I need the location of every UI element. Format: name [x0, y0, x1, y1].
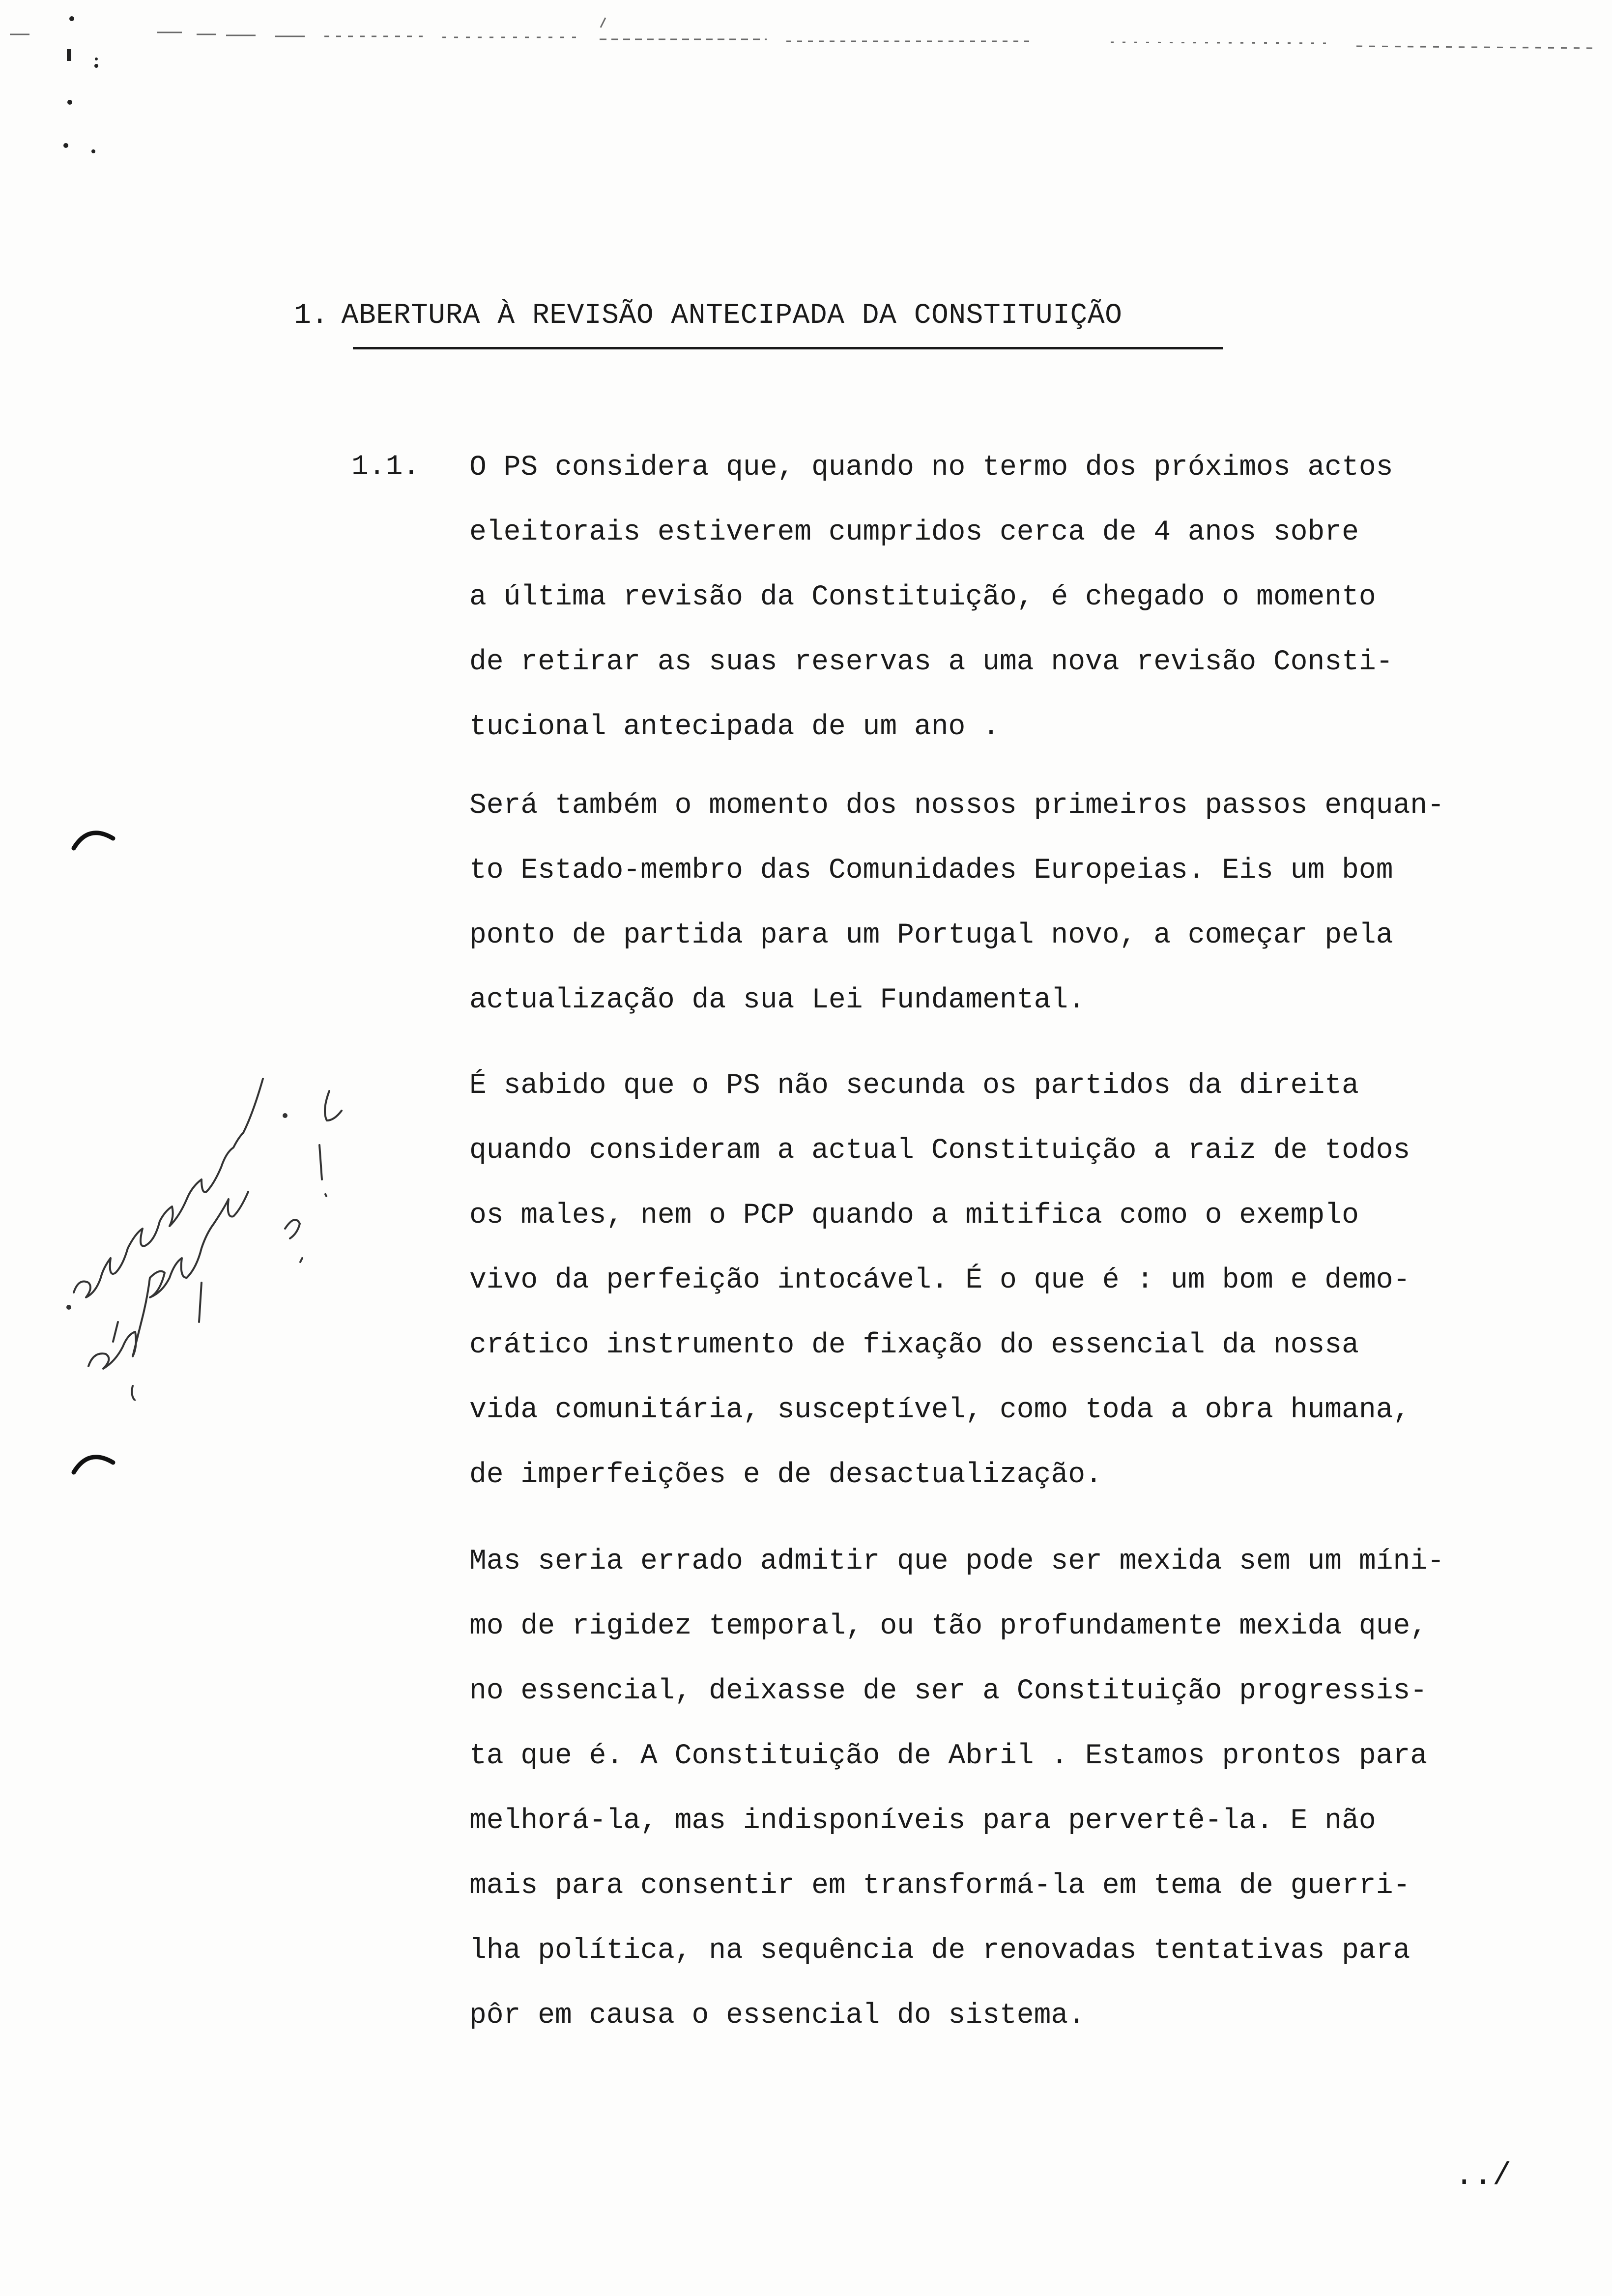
paragraph-line: eleitorais estiverem cumpridos cerca de 4 anos sobre	[469, 517, 1359, 548]
punch-hole-mark	[69, 1448, 118, 1477]
paragraph-line: de imperfeições e de desactualização.	[469, 1459, 1102, 1491]
handwritten-margin-note	[54, 1047, 359, 1401]
paragraph-line: mo de rigidez temporal, ou tão profundamente mexida que,	[469, 1610, 1428, 1642]
paragraph-line: to Estado-membro das Comunidades Europeias. Eis um bom	[469, 855, 1393, 887]
paragraph-4	[469, 1529, 1444, 2048]
paragraph-line: a última revisão da Constituição, é chegado o momento	[469, 581, 1376, 613]
section-heading	[294, 300, 1122, 332]
paragraph-1	[469, 435, 1393, 760]
paragraph-line: ponto de partida para um Portugal novo, a começar pela	[469, 919, 1393, 951]
paragraph-line: ta que é. A Constituição de Abril . Estamos prontos para	[469, 1740, 1428, 1772]
paragraph-line: actualização da sua Lei Fundamental.	[469, 984, 1086, 1016]
paragraph-line: É sabido que o PS não secunda os partidos da direita	[469, 1070, 1359, 1102]
paragraph-line: melhorá-la, mas indisponíveis para pervertê-la. E não	[469, 1805, 1376, 1837]
paragraph-line: no essencial, deixasse de ser a Constituição progressis-	[469, 1675, 1428, 1707]
heading-underline	[353, 347, 1223, 349]
heading-title: ABERTURA À REVISÃO ANTECIPADA DA CONSTITUIÇÃO	[341, 300, 1123, 332]
paragraph-line: tucional antecipada de um ano .	[469, 711, 1000, 743]
paragraph-line: Mas seria errado admitir que pode ser mexida sem um míni-	[469, 1546, 1444, 1578]
paragraph-2	[469, 774, 1444, 1033]
heading-number: 1.	[294, 300, 329, 332]
paragraph-line: O PS considera que, quando no termo dos próximos actos	[469, 452, 1393, 484]
paragraph-line: vivo da perfeição intocável. É o que é : um bom e demo-	[469, 1264, 1410, 1296]
scan-noise	[0, 0, 1612, 167]
paragraph-line: lha política, na sequência de renovadas tentativas para	[469, 1935, 1410, 1967]
paragraph-line: quando consideram a actual Constituição a raiz de todos	[469, 1135, 1410, 1167]
subsection-number: 1.1.	[351, 451, 420, 483]
paragraph-line: vida comunitária, susceptível, como toda a obra humana,	[469, 1394, 1410, 1426]
paragraph-line: de retirar as suas reservas a uma nova revisão Consti-	[469, 646, 1393, 678]
paragraph-line: Será também o momento dos nossos primeiros passos enquan-	[469, 790, 1444, 822]
paragraph-3	[469, 1054, 1410, 1508]
paragraph-line: crático instrumento de fixação do essencial da nossa	[469, 1329, 1359, 1361]
paragraph-line: os males, nem o PCP quando a mitifica como o exemplo	[469, 1200, 1359, 1232]
punch-hole-mark	[69, 824, 118, 853]
paragraph-line: pôr em causa o essencial do sistema.	[469, 2000, 1086, 2032]
paragraph-line: mais para consentir em transformá-la em tema de guerri-	[469, 1870, 1410, 1902]
page-continuation-mark: ../	[1455, 2158, 1512, 2194]
